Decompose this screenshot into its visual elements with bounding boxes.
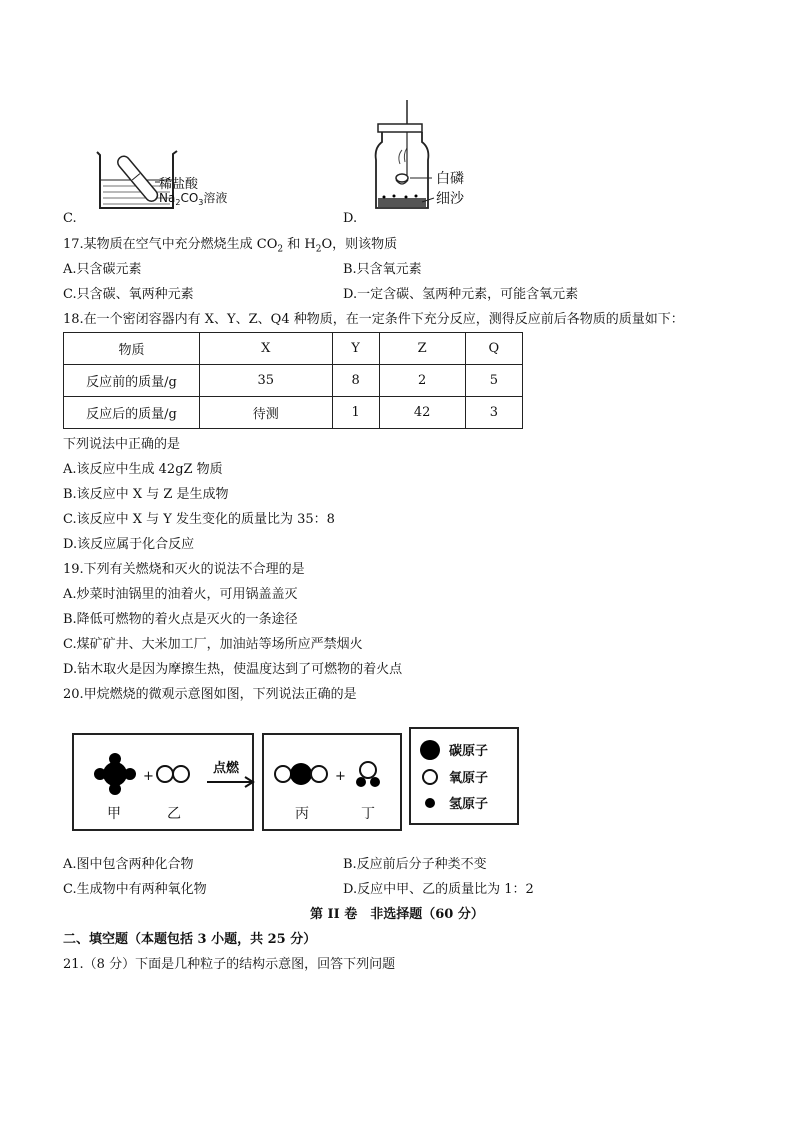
table-cell: X	[200, 333, 333, 365]
option-d-label: D.	[343, 211, 358, 226]
q18-option-c: C.该反应中 X 与 Y 发生变化的质量比为 35：8	[63, 512, 335, 527]
q20-option-c: C.生成物中有两种氧化物	[63, 882, 207, 897]
svg-text:乙: 乙	[167, 806, 181, 822]
q18-option-b: B.该反应中 X 与 Z 是生成物	[63, 487, 229, 502]
q19-option-d: D.钻木取火是因为摩擦生热，使温度达到了可燃物的着火点	[63, 662, 403, 677]
beaker-figure	[85, 140, 275, 215]
svg-text:丁: 丁	[361, 806, 375, 822]
svg-text:氧原子: 氧原子	[449, 771, 489, 786]
q18-prompt: 下列说法中正确的是	[63, 437, 181, 452]
q19-stem: 19.下列有关燃烧和灭火的说法不合理的是	[63, 562, 305, 577]
table-cell: 待测	[200, 397, 333, 429]
co2-molecule	[275, 763, 327, 785]
table-cell: 3	[465, 397, 522, 429]
svg-text:丙: 丙	[295, 806, 309, 822]
ignite-label: 点燃	[213, 761, 240, 776]
svg-text:氢原子: 氢原子	[449, 797, 489, 812]
q17-option-d: D.一定含碳、氢两种元素，可能含氧元素	[343, 287, 579, 302]
q19-option-c: C.煤矿矿井、大米加工厂，加油站等场所应严禁烟火	[63, 637, 363, 652]
table-cell: Y	[332, 333, 379, 365]
table-cell: Q	[465, 333, 522, 365]
q20-option-d: D.反应中甲、乙的质量比为 1：2	[343, 882, 534, 897]
svg-text:甲: 甲	[107, 806, 121, 822]
table-cell: Z	[379, 333, 465, 365]
table-cell: 反应后的质量/g	[64, 397, 200, 429]
table-cell: 反应前的质量/g	[64, 365, 200, 397]
table-cell: 2	[379, 365, 465, 397]
table-row	[64, 397, 523, 429]
q17-stem: 17.某物质在空气中充分燃烧生成 $CO_2$ 和 $H_2O$，则该物质	[63, 237, 398, 255]
bottle-figure	[370, 98, 480, 210]
na2co3-label: $Na_2CO_3$溶液	[159, 191, 228, 207]
methane-combustion-diagram	[65, 722, 525, 837]
q20-stem: 20.甲烷燃烧的微观示意图如图，下列说法正确的是	[63, 687, 357, 702]
q18-stem: 18.在一个密闭容器内有 X、Y、Z、Q4 种物质，在一定条件下充分反应，测得反应前后各物质的质量如下：	[63, 312, 684, 327]
option-c-label: C.	[63, 211, 77, 226]
q18-option-a: A.该反应中生成 42gZ 物质	[63, 462, 223, 477]
fine-sand-label: 细沙	[436, 191, 464, 207]
table-cell: 5	[465, 365, 522, 397]
q20-option-a: A.图中包含两种化合物	[63, 857, 194, 872]
white-phosphorus-label: 白磷	[436, 171, 464, 187]
table-cell: 物质	[64, 333, 200, 365]
q18-option-d: D.该反应属于化合反应	[63, 537, 195, 552]
svg-text:+: +	[335, 769, 346, 784]
section2-heading: 二、填空题（本题包括 3 小题，共 25 分）	[63, 932, 317, 947]
svg-text:碳原子: 碳原子	[449, 744, 489, 759]
q19-option-a: A.炒菜时油锅里的油着火，可用锅盖盖灭	[63, 587, 298, 602]
table-row	[64, 365, 523, 397]
table-cell: 42	[379, 397, 465, 429]
q17-option-a: A.只含碳元素	[63, 262, 142, 277]
part2-title: 第 II 卷 非选择题（60 分）	[310, 907, 484, 922]
table-row	[64, 333, 523, 365]
mass-table	[63, 332, 523, 429]
table-cell: 1	[332, 397, 379, 429]
legend	[420, 740, 488, 812]
svg-text:+: +	[143, 769, 154, 784]
table-cell: 8	[332, 365, 379, 397]
table-cell: 35	[200, 365, 333, 397]
q19-option-b: B.降低可燃物的着火点是灭火的一条途径	[63, 612, 298, 627]
q17-option-c: C.只含碳、氧两种元素	[63, 287, 194, 302]
q21-stem: 21.（8 分）下面是几种粒子的结构示意图，回答下列问题	[63, 957, 396, 972]
q20-option-b: B.反应前后分子种类不变	[343, 857, 487, 872]
q17-option-b: B.只含氧元素	[343, 262, 422, 277]
hcl-label: 稀盐酸	[159, 177, 199, 192]
